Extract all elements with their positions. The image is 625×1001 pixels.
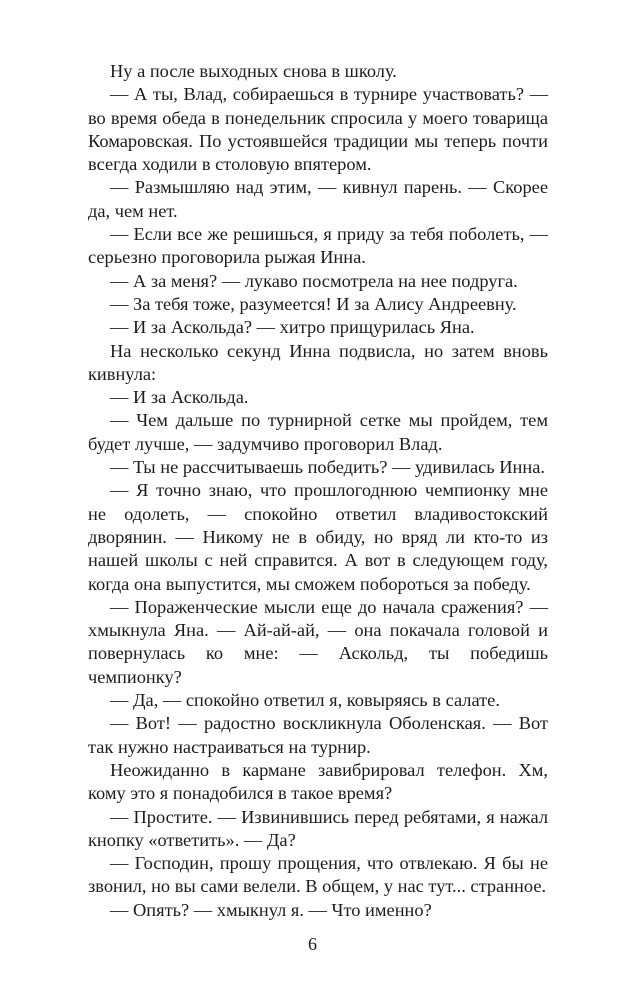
paragraph: — Если все же решишься, я приду за тебя поболеть, — серьезно проговорила рыжая Инна. xyxy=(88,224,548,268)
paragraph: — А за меня? — лукаво посмотрела на нее подруга. xyxy=(110,270,518,291)
paragraph: — Ты не рассчитываешь победить? — удивилась Инна. xyxy=(110,457,545,478)
paragraph: На несколько секунд Инна подвисла, но затем вновь кивнула: xyxy=(88,340,548,384)
paragraph: — Пораженческие мысли еще до начала сражения? — хмыкнула Яна. — Ай-ай-ай, — она покачала головой и повернулась ко мне: — Аскольд, ты победишь чемпионку? xyxy=(88,596,548,687)
paragraph: — И за Аскольда. xyxy=(110,387,249,408)
paragraph: — А ты, Влад, собираешься в турнире участвовать? — во время обеда в понедельник спросила у моего товарища Комаровская. По устоявшейся традиции мы теперь почти всегда ходили в столовую впятером. xyxy=(88,84,548,175)
paragraph: — Вот! — радостно воскликнула Оболенская. — Вот так нужно настраиваться на турнир. xyxy=(88,713,548,757)
paragraph: Неожиданно в кармане завибрировал телефон. Хм, кому это я понадобился в такое время? xyxy=(88,759,548,804)
paragraph: Ну а после выходных снова в школу. xyxy=(110,61,397,81)
page-number: 6 xyxy=(308,934,317,954)
paragraph: — Размышляю над этим, — кивнул парень. — Скорее да, чем нет. xyxy=(88,177,548,221)
paragraph: — Да, — спокойно ответил я, ковыряясь в салате. xyxy=(110,690,500,711)
body-text xyxy=(88,60,548,922)
paragraph: — За тебя тоже, разумеется! И за Алису Андреевну. xyxy=(110,293,517,314)
paragraph: — И за Аскольда? — хитро прищурилась Яна. xyxy=(110,317,475,338)
paragraph: — Простите. — Извинившись перед ребятами, я нажал кнопку «ответить». — Да? xyxy=(88,806,548,850)
paragraph: — Я точно знаю, что прошлогоднюю чемпионку мне не одолеть, — спокойно ответил владивостокский дворянин. — Никому не в обиду, но вряд ли кто-то из нашей школы с ней справится. А вот в следующем году, когда она выпустится, мы сможем побороться за победу. xyxy=(88,480,548,594)
paragraph: — Чем дальше по турнирной сетке мы пройдем, тем будет лучше, — задумчиво проговорил Влад. xyxy=(88,410,548,454)
paragraph: — Опять? — хмыкнул я. — Что именно? xyxy=(110,899,432,920)
paragraph: — Господин, прошу прощения, что отвлекаю. Я бы не звонил, но вы сами велели. В общем, у нас тут... странное. xyxy=(88,853,548,897)
